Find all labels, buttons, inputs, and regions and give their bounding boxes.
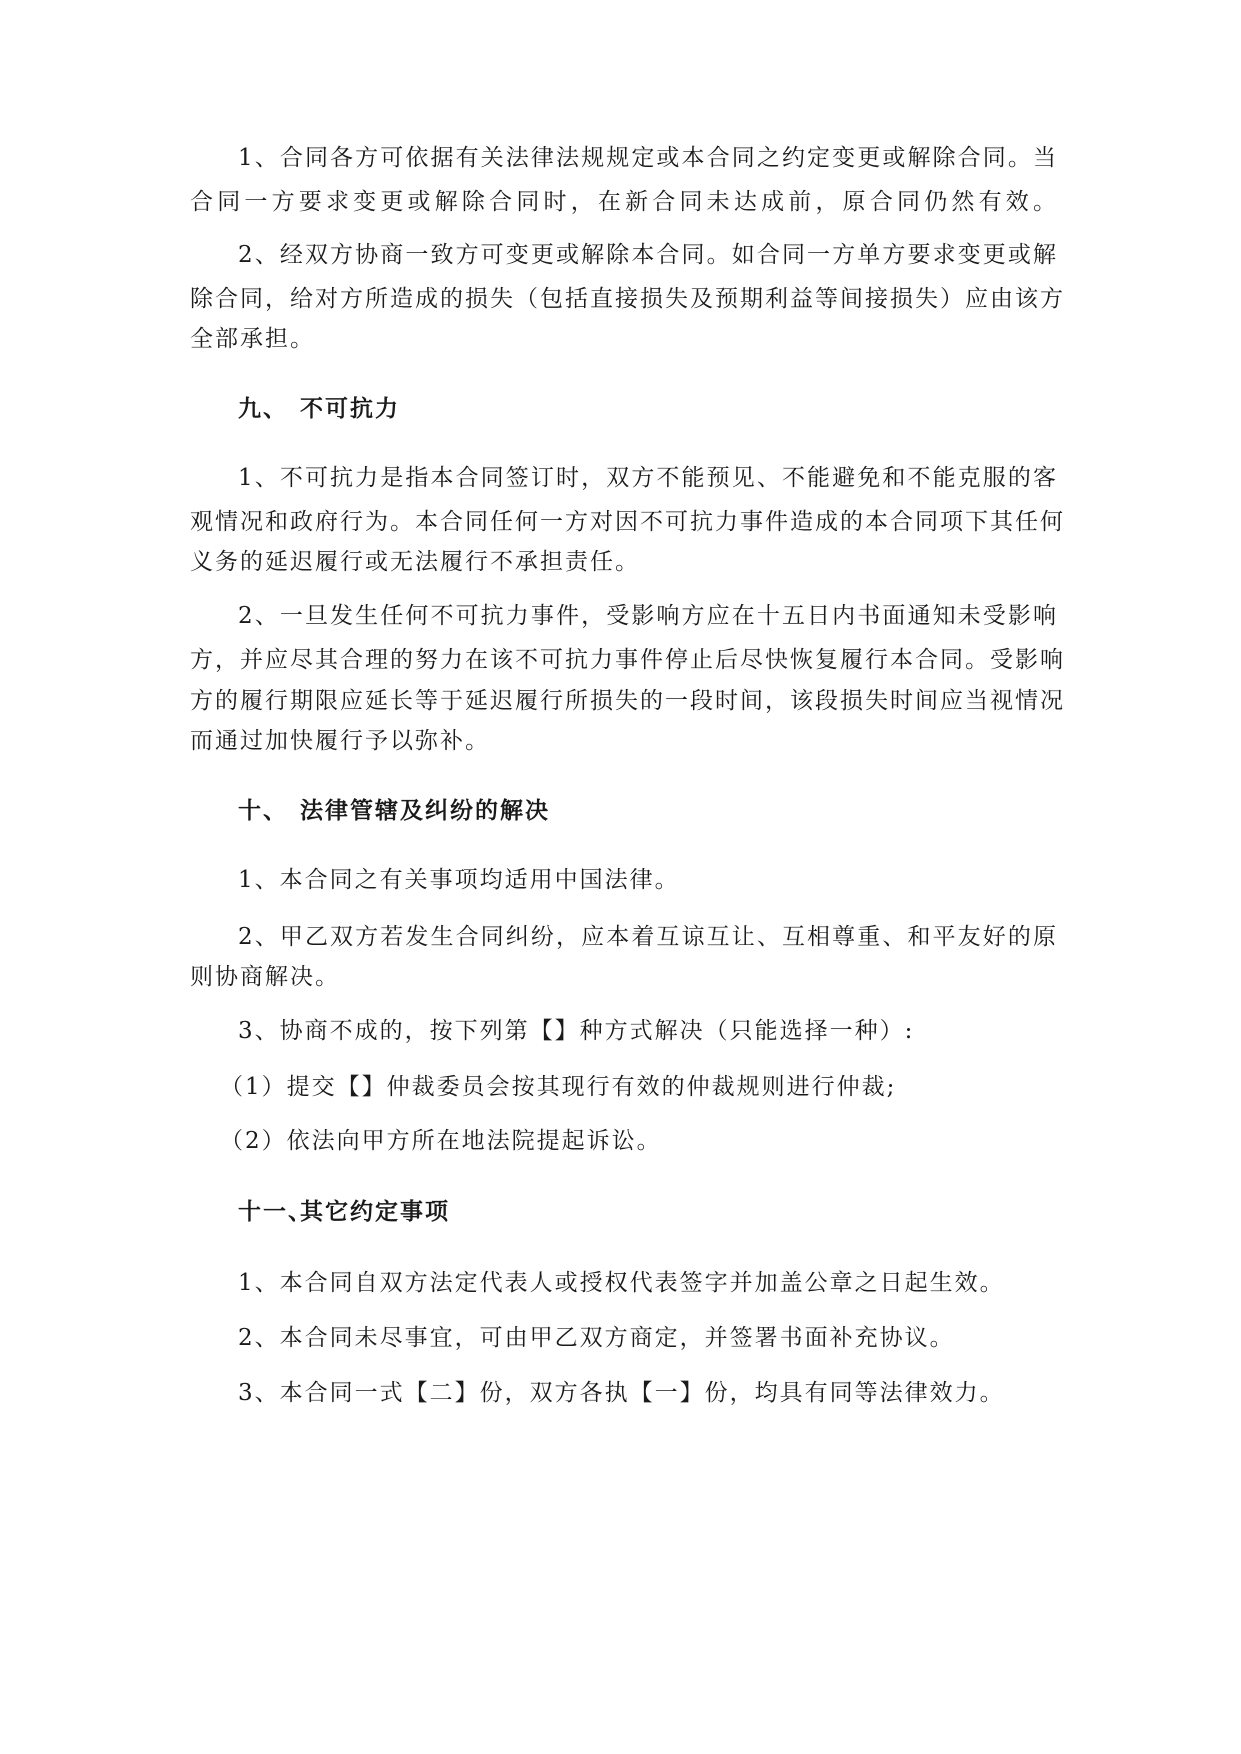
section10-title: 法律管辖及纠纷的解决 [300, 798, 550, 824]
s10-p2-line2: 则协商解决。 [190, 964, 340, 990]
section11-title: 其它约定事项 [300, 1199, 450, 1225]
s11-p1: 1、本合同自双方法定代表人或授权代表签字并加盖公章之日起生效。 [238, 1270, 1005, 1296]
section11-number: 十一、 [238, 1199, 313, 1225]
section9-number: 九、 [238, 396, 288, 422]
s9-p2-line1: 2、一旦发生任何不可抗力事件，受影响方应在十五日内书面通知未受影响 [238, 603, 1058, 629]
s9-p1-line3: 义务的延迟履行或无法履行不承担责任。 [190, 549, 640, 575]
s10-p2-line1: 2、甲乙双方若发生合同纠纷，应本着互谅互让、互相尊重、和平友好的原 [238, 924, 1058, 950]
s8-p1-line2: 合同一方要求变更或解除合同时，在新合同未达成前，原合同仍然有效。 [190, 189, 1058, 215]
section11-heading [238, 1196, 450, 1228]
s9-p2-line3: 方的履行期限应延长等于延迟履行所损失的一段时间，该段损失时间应当视情况 [190, 688, 1065, 714]
section10-number: 十、 [238, 798, 288, 824]
s9-p2-line4: 而通过加快履行予以弥补。 [190, 728, 490, 754]
s10-p1: 1、本合同之有关事项均适用中国法律。 [238, 867, 680, 893]
s8-p2-line3: 全部承担。 [190, 326, 315, 352]
s9-p2-line2: 方，并应尽其合理的努力在该不可抗力事件停止后尽快恢复履行本合同。受影响 [190, 647, 1065, 673]
s9-p1-line1: 1、不可抗力是指本合同签订时，双方不能预见、不能避免和不能克服的客 [238, 465, 1058, 491]
s10-p3: 3、协商不成的，按下列第【】种方式解决（只能选择一种）: [238, 1018, 915, 1044]
s8-p2-line1: 2、经双方协商一致方可变更或解除本合同。如合同一方单方要求变更或解 [238, 242, 1058, 268]
s11-p3: 3、本合同一式【二】份，双方各执【一】份，均具有同等法律效力。 [238, 1380, 1005, 1406]
s9-p1-line2: 观情况和政府行为。本合同任何一方对因不可抗力事件造成的本合同项下其任何 [190, 509, 1065, 535]
s10-option2: （2）依法向甲方所在地法院提起诉讼。 [220, 1128, 662, 1154]
section9-title: 不可抗力 [300, 396, 400, 422]
s8-p2-line2: 除合同，给对方所造成的损失（包括直接损失及预期利益等间接损失）应由该方 [190, 286, 1065, 312]
s11-p2: 2、本合同未尽事宜，可由甲乙双方商定，并签署书面补充协议。 [238, 1325, 955, 1351]
section10-heading [238, 795, 550, 827]
section9-heading [238, 393, 400, 425]
s8-p1-line1: 1、合同各方可依据有关法律法规规定或本合同之约定变更或解除合同。当 [238, 145, 1058, 171]
s10-option1: （1）提交【】仲裁委员会按其现行有效的仲裁规则进行仲裁; [220, 1074, 897, 1100]
